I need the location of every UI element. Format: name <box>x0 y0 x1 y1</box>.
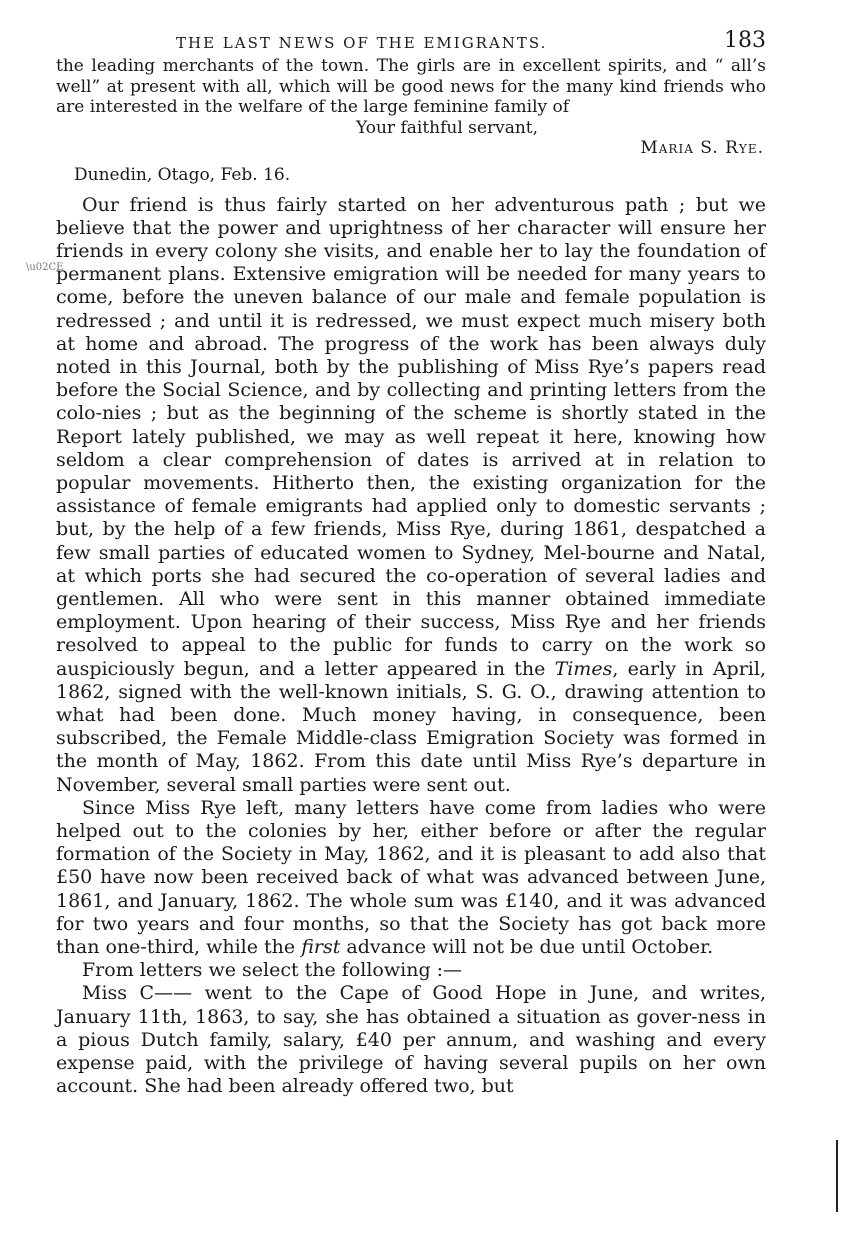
page-number: 183 <box>724 28 766 53</box>
times-newspaper-title: Times <box>554 657 613 680</box>
paragraph-miss-c: Miss C—— went to the Cape of Good Hope in June, and writes, January 11th, 1863, to say, she has obtained a situation as gover-ness in a pious Dutch family, salary, £40 per annum, and washing and every expense paid, with the privilege of having several pupils on her own account. She had been already offered two, but <box>56 982 766 1098</box>
letter-signature: Maria S. Rye. <box>640 137 764 158</box>
paragraph-repayments-text-a: Since Miss Rye left, many letters have come from ladies who were helped out to the colonies by her, either before or after the regular formation of the Society in May, 1862, and it is pleasant to add also that £50 have now been received back of what was advanced between June, 1861, and January, 1862. The whole sum was £140, and it was advanced for two years and four months, so that the Society has got back more than one-third, while the <box>56 796 766 958</box>
margin-mark: \u02CE <box>26 262 64 273</box>
paragraph-repayments <box>56 797 766 959</box>
paragraph-letters-intro: From letters we select the following :— <box>82 959 463 982</box>
page-edge-mark <box>836 1140 838 1212</box>
running-head <box>56 28 766 56</box>
document-page <box>56 28 766 1098</box>
letter-dateline: Dunedin, Otago, Feb. 16. <box>74 164 291 185</box>
letter-closing-text: the leading merchants of the town. The girls are in excellent spirits, and “ all’s well” at present with all, which will be good news for the many kind friends who are interested in the welfare of the large feminine family of <box>56 56 766 117</box>
paragraph-history <box>56 194 766 797</box>
paragraph-history-text-a: Our friend is thus fairly started on her adventurous path ; but we believe that the power and uprightness of her character will ensure her friends in every colony she visits, and enable her to lay the foundation of permanent plans. Extensive emigration will be needed for many years to come, before the uneven balance of our male and female population is redressed ; and until it is redressed, we must expect much misery both at home and abroad. The progress of the work has been always duly noted in this Journal, both by the publishing of Miss Rye’s papers read before the Social Science, and by collecting and printing letters from the colo-nies ; but as the beginning of the scheme is shortly stated in the Report lately published, we may as well repeat it here, knowing how seldom a clear comprehension of dates is arrived at in relation to popular movements. Hitherto then, the existing organization for the assistance of female emigrants had applied only to domestic servants ; but, by the help of a few friends, Miss Rye, during 1861, despatched a few small parties of educated women to Sydney, Mel-bourne and Natal, at which ports she had secured the co-operation of several ladies and gentlemen. All who were sent in this manner obtained immediate employment. Upon hearing of their success, Miss Rye and her friends resolved to appeal to the public for funds to carry on the work so auspiciously begun, and a letter appeared in the <box>56 193 766 680</box>
letter-salutation: Your faithful servant, <box>356 117 539 138</box>
first-emphasis: first <box>301 936 341 958</box>
running-title: THE LAST NEWS OF THE EMIGRANTS. <box>176 34 548 52</box>
paragraph-repayments-text-b: advance will not be due until October. <box>346 936 714 958</box>
paragraph-history-text-b: , early in April, 1862, signed with the well-known initials, S. G. O., drawing attention to what had been done. Much money having, in consequence, been subscribed, the Female Middle-class Emigration Society was formed in the month of May, 1862. From this date until Miss Rye’s departure in November, several small parties were sent out. <box>56 657 766 796</box>
